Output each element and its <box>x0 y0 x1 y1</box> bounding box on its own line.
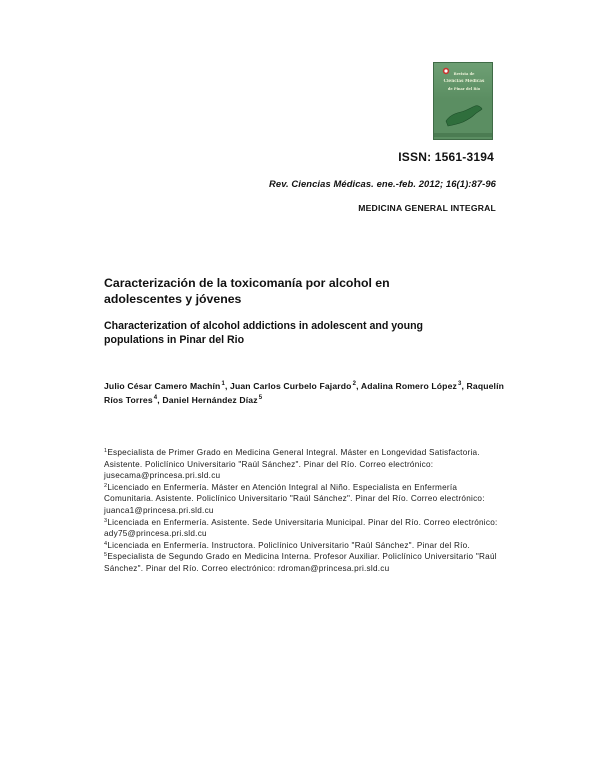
affiliation <box>104 540 504 552</box>
author <box>162 395 262 405</box>
author-affil-ref: 2 <box>352 381 357 387</box>
affiliation-number: 1 <box>104 448 108 454</box>
author-affil-ref: 1 <box>221 381 225 387</box>
affiliation-text: Licenciada en Enfermería. Asistente. Sede Universitaria Municipal. Pinar del Río. Correo electrónico: ady75@princesa.pri.sld.cu <box>104 517 498 539</box>
author-separator: , <box>356 381 361 391</box>
title-spanish-line-2: adolescentes y jóvenes <box>104 291 242 306</box>
author-separator: , <box>461 381 467 391</box>
title-spanish-line-1: Caracterización de la toxicomanía por alcohol en <box>104 276 390 290</box>
cuba-map-icon <box>444 103 484 129</box>
affiliation-text: Licenciado en Enfermería. Máster en Atención Integral al Niño. Especialista en Enfermería Comunitaria. Asistente. Policlínico Universitario "Raúl Sánchez". Pinar del Río. Correo electrónico: juanca1@princesa.pri.sld.cu <box>104 482 485 515</box>
affiliation <box>104 447 504 482</box>
issn: ISSN: 1561-3194 <box>398 150 494 164</box>
affiliation-number: 3 <box>104 517 108 524</box>
affiliation <box>104 517 504 540</box>
author-name: Adalina Romero López <box>360 381 457 391</box>
affiliation-list <box>104 447 504 575</box>
title-english-line-1: Characterization of alcohol addictions in adolescent and young <box>104 320 424 332</box>
affiliation <box>104 551 504 574</box>
cover-line-3: de Pinar del Río <box>447 87 481 91</box>
title-english-line-2: populations in Pinar del Rio <box>104 333 245 346</box>
cover-footer-band <box>434 133 492 137</box>
author-name: Daniel Hernández Díaz <box>162 394 258 405</box>
affiliation-text: Licenciada en Enfermería. Instructora. Policlínico Universitario "Raúl Sánchez". Pinar del Río. <box>107 540 470 550</box>
author-name: Juan Carlos Curbelo Fajardo <box>230 381 352 391</box>
journal-cover-thumbnail <box>433 62 493 140</box>
author <box>104 381 230 391</box>
author-name: Raquelín Ríos Torres <box>104 381 505 405</box>
author-affil-ref: 3 <box>457 381 462 387</box>
author <box>361 381 467 391</box>
affiliation-number: 4 <box>104 540 108 547</box>
author-list <box>104 380 524 407</box>
title-spanish <box>104 276 504 307</box>
section-label: MEDICINA GENERAL INTEGRAL <box>358 203 496 213</box>
author-affil-ref: 4 <box>153 394 158 401</box>
author-affil-ref: 5 <box>258 394 263 401</box>
affiliation-text: Especialista de Primer Grado en Medicina General Integral. Máster en Longevidad Satisfactoria. Asistente. Policlínico Universitario "Raúl Sánchez". Pinar del Río. Correo electrónico: jusecama@princesa.pri.sld.cu <box>104 448 480 481</box>
author-name: Julio César Camero Machín <box>104 381 221 391</box>
journal-citation: Rev. Ciencias Médicas. ene.-feb. 2012; 16(1):87-96 <box>269 178 496 189</box>
cover-line-1: Revista de <box>453 72 475 76</box>
author <box>230 381 361 391</box>
affiliation-number: 2 <box>104 482 108 489</box>
author-separator: , <box>157 394 163 405</box>
title-english <box>104 320 514 347</box>
affiliation-number: 5 <box>104 552 108 559</box>
affiliation-text: Especialista de Segundo Grado en Medicina Interna. Profesor Auxiliar. Policlínico Universitario "Raúl Sánchez". Pinar del Río. Correo electrónico: rdroman@princesa.pri.sld.cu <box>104 552 497 573</box>
affiliation <box>104 482 504 517</box>
author-separator: , <box>224 381 231 391</box>
cover-line-2: Ciencias Médicas <box>443 79 485 83</box>
